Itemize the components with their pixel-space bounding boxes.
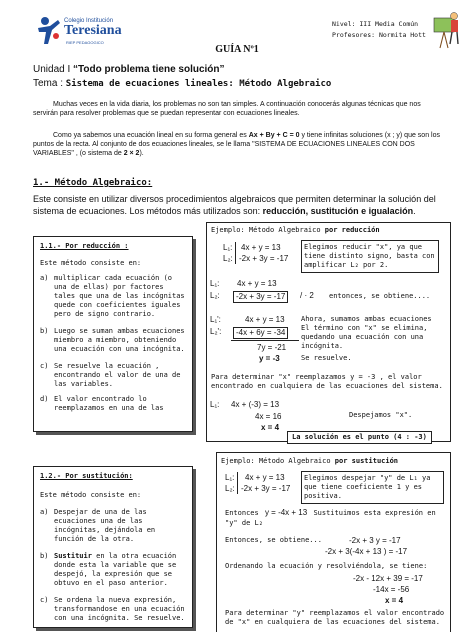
- l2-equation: -2x + 3y = -17: [241, 484, 291, 493]
- intro-p1-text: Muchas veces en la vida diaria, los problemas no son tan simples. A continuación conocerás algunas técnicas que nos servirán para resolver problemas que se puedan representar con ecuaciones lineales.: [33, 101, 421, 117]
- logo-line1: Colegio Institución: [64, 18, 114, 24]
- item-mark: c): [40, 362, 49, 370]
- l2b-label: L₂:: [210, 291, 220, 300]
- sustitucion-heading: 1.2.- Por sustitución:: [40, 472, 133, 480]
- tema-label: Tema :: [33, 78, 64, 89]
- sust-step-5: x = 4: [385, 596, 404, 605]
- example-label-method: por reducción: [324, 226, 380, 234]
- item-mark: d): [40, 395, 49, 403]
- note-resuelve: Se resuelve.: [301, 354, 352, 362]
- sum-rule: [231, 340, 299, 341]
- sustitucion-example-box: [216, 452, 451, 632]
- l1b-label: L₁:: [210, 279, 220, 288]
- item-mark: b): [40, 552, 49, 560]
- logo-line3: RIEP PEDAGOGICO: [66, 40, 104, 45]
- multiplier: / · 2: [300, 291, 314, 300]
- l1-label: L₁:: [223, 243, 233, 252]
- section1-text-c: .: [413, 205, 416, 216]
- item-text: Se ordena la nueva expresión, transformandose en una ecuación con una incógnita. Se resuelve.: [54, 596, 185, 622]
- tema-title: Sistema de ecuaciones lineales: Método Algebraico: [65, 79, 332, 89]
- intro-p2a-text: Como ya sabemos una ecuación lineal en su forma general es: [53, 132, 247, 139]
- nivel-text: Nivel: III Media Común: [332, 20, 419, 28]
- dimension-formula: 2 × 2: [123, 150, 140, 157]
- sust-step-4: -14x = -56: [373, 585, 410, 594]
- section1-text-a: Este consiste en utilizar diversos procedimientos algebraicos que permiten determinar la solución del sistema de ecuaciones. Los métodos más utilizados son:: [33, 194, 436, 216]
- sust-step-1: -2x + 3 y = -17: [349, 536, 401, 545]
- item-text: en la otra ecuación donde esta la variable que se despejó, la expresión que se obtuvo en el paso anterior.: [54, 552, 177, 587]
- sustitucion-steps-list: [40, 508, 186, 623]
- l2-label: L₂:: [225, 484, 235, 493]
- list-item: [40, 552, 186, 588]
- item-text: multiplicar cada ecuación (o una de ellas) por factores tales que una de las incógnitas quede con coeficientes iguales pero de signo contrario.: [54, 274, 185, 318]
- item-text: El valor encontrado lo reemplazamos en una de las: [54, 395, 164, 412]
- list-item: [40, 327, 186, 354]
- item-mark: a): [40, 274, 49, 282]
- reduccion-example-box: [206, 222, 451, 442]
- despeje-equation: y = -4x + 13: [264, 508, 308, 517]
- list-item: [40, 596, 186, 623]
- l1-equation: 4x + y = 13: [245, 473, 285, 482]
- order-text: Ordenando la ecuación y resolviéndola, se tiene:: [225, 562, 428, 570]
- reduccion-method-box: [33, 236, 193, 432]
- despeje-line: [225, 508, 447, 528]
- reduccion-heading: 1.1.- Por reducción :: [40, 242, 129, 250]
- section1-paragraph: [33, 194, 445, 217]
- l1b-equation: 4x + y = 13: [237, 279, 277, 288]
- solution-box: La solución es el punto (4 : -3): [287, 431, 432, 444]
- item-mark: c): [40, 596, 49, 604]
- note-reduce-x: Elegimos reducir "x", ya que tiene distinto signo, basta con amplificar L₂ por 2.: [301, 240, 439, 273]
- reduccion-intro: Este método consiste en:: [40, 259, 142, 267]
- note-despejar-y: Elegimos despejar "y" de L₁ ya que tiene coeficiente 1 y es positiva.: [301, 471, 444, 504]
- l2c-equation: -4x + 6y = -34: [233, 327, 288, 339]
- profesores-text: Profesores: Normita Hott: [332, 31, 426, 39]
- sustitucion-method-box: [33, 466, 193, 628]
- despeje-text: Entonces: [225, 509, 259, 517]
- logo-figure-icon: [36, 16, 62, 46]
- l1-equation: 4x + y = 13: [241, 243, 281, 252]
- unidad-label: Unidad I: [33, 64, 71, 75]
- tema-line: [33, 78, 331, 89]
- sust-step-3: -2x - 12x + 39 = -17: [353, 574, 423, 583]
- sum-equation: 7y = -21: [257, 343, 287, 352]
- sust-step-2: -2x + 3(-4x + 13 ) = -17: [325, 547, 408, 556]
- final-text: Para determinar "y" reemplazamos el valor encontrado de "x" en cualquiera de las ecuaciones del sistema.: [225, 609, 445, 626]
- example-label-text: Ejemplo: Método Algebraico: [211, 226, 321, 234]
- sub-step-1: 4x + (-3) = 13: [231, 400, 280, 409]
- l2-label: L₂:: [223, 254, 233, 263]
- intro-paragraph-1: [33, 100, 445, 118]
- l2c-label: L₂':: [210, 327, 222, 336]
- intro-p2b-text: y tiene infinitas soluciones (x ; y) que son los puntos de la recta. Al conjunto de dos ecuaciones lineales, se le llama "SISTEMA DE ECUACIONES LINEALES CON DOS VARIABLES" , (o sistema de: [33, 132, 440, 157]
- general-form-formula: Ax + By + C = 0: [248, 132, 300, 139]
- note-obtiene: entonces, se obtiene....: [329, 292, 431, 300]
- sustitucion-example-label: [221, 457, 398, 466]
- l1c-label: L₁':: [210, 315, 221, 324]
- system-bracket: [235, 242, 236, 264]
- item-text: Se resuelve la ecuación , encontrando el valor de una de las variables.: [54, 362, 181, 388]
- item-text: Despejar de una de las ecuaciones una de las incógnitas, dejándola en función de la otra.: [54, 508, 156, 543]
- section1-methods: reducción, sustitución e igualación: [262, 205, 414, 216]
- despeje-x: Despejamos "x".: [349, 411, 413, 419]
- l1-label: L₁:: [225, 473, 235, 482]
- item-text-bold: Sustituir: [54, 552, 92, 560]
- sustitucion-intro: Este método consiste en:: [40, 491, 142, 499]
- sub-step-2: 4x = 16: [255, 412, 282, 421]
- item-mark: a): [40, 508, 49, 516]
- item-mark: b): [40, 327, 49, 335]
- result-y: y = -3: [259, 354, 280, 363]
- list-item: [40, 395, 186, 413]
- l2b-equation: -2x + 3y = -17: [233, 291, 288, 303]
- list-item: [40, 274, 186, 319]
- reduccion-example-label: [211, 226, 380, 235]
- despeje-note: Sustituimos esta expresión en "y" de L₂: [225, 509, 436, 527]
- sub-label: L₁:: [210, 400, 220, 409]
- page-title: GUÍA Nº1: [215, 44, 259, 55]
- item-text: Luego se suman ambas ecuaciones miembro a miembro, obteniendo una ecuación con una incógnita.: [54, 327, 185, 353]
- list-item: [40, 508, 186, 544]
- obtiene-text: Entonces, se obtiene...: [225, 536, 322, 544]
- reduccion-steps-list: [40, 274, 186, 413]
- logo-line2: Teresiana: [64, 23, 122, 38]
- list-item: [40, 362, 186, 389]
- l2-equation: -2x + 3y = -17: [239, 254, 289, 263]
- example-label-method: por sustitución: [334, 457, 399, 465]
- intro-paragraph-2: [33, 131, 445, 158]
- sub-step-3: x = 4: [261, 423, 280, 432]
- intro-p2c-text: ).: [139, 150, 144, 157]
- replace-x-text: Para determinar "x" reemplazamos y = -3 , el valor encontrado en cualquiera de las ecuaciones del sistema.: [211, 373, 443, 390]
- unidad-title: “Todo problema tiene solución”: [73, 64, 225, 75]
- note-sum: Ahora, sumamos ambas ecuaciones El término con "x" se elimina, quedando una ecuación con una incógnita.: [301, 315, 432, 350]
- example-label-text: Ejemplo: Método Algebraico: [221, 457, 331, 465]
- system-bracket: [237, 472, 238, 494]
- section1-heading: 1.- Método Algebraico:: [33, 178, 153, 188]
- unidad-line: [33, 64, 225, 75]
- l1c-equation: 4x + y = 13: [245, 315, 285, 324]
